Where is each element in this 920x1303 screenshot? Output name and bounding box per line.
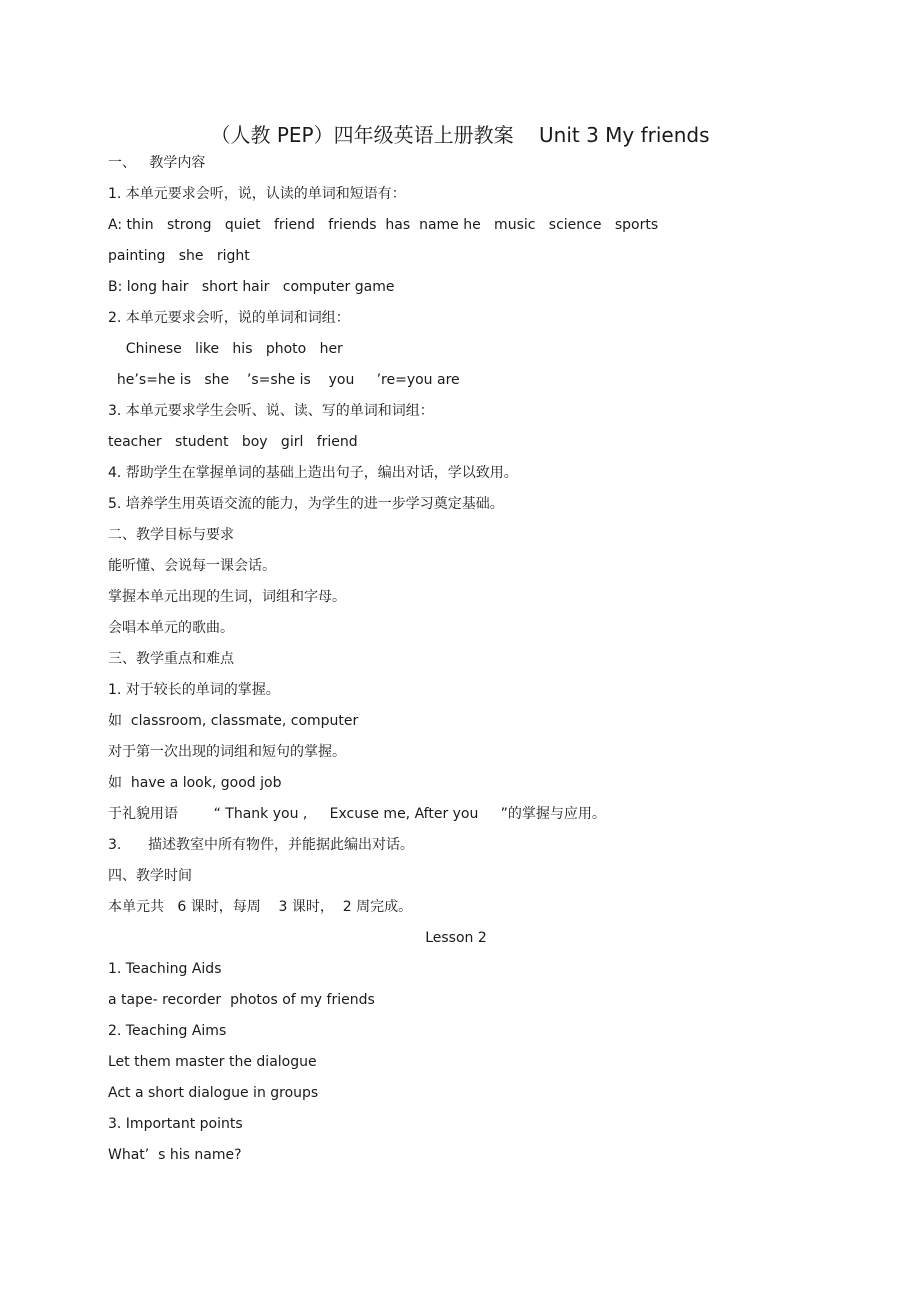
text-line: 于礼貌用语 “ Thank you , Excuse me, After you ”的掌握与应用。 bbox=[108, 806, 606, 822]
section-heading-key-points: 三、教学重点和难点 bbox=[108, 651, 234, 667]
text-line: 对于第一次出现的词组和短句的掌握。 bbox=[108, 744, 346, 760]
section-heading-content: 一、 教学内容 bbox=[108, 155, 206, 171]
text-line: 1. 对于较长的单词的掌握。 bbox=[108, 682, 280, 698]
text-line: 1. 本单元要求会听，说，认读的单词和短语有： bbox=[108, 186, 406, 202]
text-line: 2. Teaching Aims bbox=[108, 1023, 227, 1039]
text-line: A: thin strong quiet friend friends has name he music science sports bbox=[108, 217, 659, 233]
text-line: 掌握本单元出现的生词，词组和字母。 bbox=[108, 589, 346, 605]
text-line: What’ s his name? bbox=[108, 1147, 242, 1163]
section-heading-time: 四、教学时间 bbox=[108, 868, 192, 884]
text-line: painting she right bbox=[108, 248, 250, 264]
text-line: 2. 本单元要求会听，说的单词和词组： bbox=[108, 310, 350, 326]
text-line: 4. 帮助学生在掌握单词的基础上造出句子，编出对话，学以致用。 bbox=[108, 465, 518, 481]
text-line: 如 have a look, good job bbox=[108, 775, 282, 791]
text-line: Chinese like his photo her bbox=[108, 341, 343, 357]
text-line: he’s=he is she ’s=she is you ’re=you are bbox=[108, 372, 460, 388]
text-line: 1. Teaching Aids bbox=[108, 961, 222, 977]
text-line: B: long hair short hair computer game bbox=[108, 279, 395, 295]
document-title: （人教 PEP）四年级英语上册教案 Unit 3 My friends bbox=[210, 123, 710, 147]
text-line: 3. 本单元要求学生会听、说、读、写的单词和词组： bbox=[108, 403, 434, 419]
text-line: 3. 描述教室中所有物件，并能据此编出对话。 bbox=[108, 837, 415, 853]
text-line: 3. Important points bbox=[108, 1116, 243, 1132]
lesson-heading: Lesson 2 bbox=[425, 930, 487, 946]
text-line: 本单元共 6 课时，每周 3 课时， 2 周完成。 bbox=[108, 899, 413, 915]
text-line: 如 classroom, classmate, computer bbox=[108, 713, 359, 729]
text-line: 能听懂、会说每一课会话。 bbox=[108, 558, 276, 574]
section-heading-goals: 二、教学目标与要求 bbox=[108, 527, 234, 543]
text-line: teacher student boy girl friend bbox=[108, 434, 358, 450]
text-line: Act a short dialogue in groups bbox=[108, 1085, 319, 1101]
text-line: 会唱本单元的歌曲。 bbox=[108, 620, 234, 636]
text-line: 5. 培养学生用英语交流的能力，为学生的进一步学习奠定基础。 bbox=[108, 496, 504, 512]
text-line: Let them master the dialogue bbox=[108, 1054, 317, 1070]
text-line: a tape- recorder photos of my friends bbox=[108, 992, 375, 1008]
